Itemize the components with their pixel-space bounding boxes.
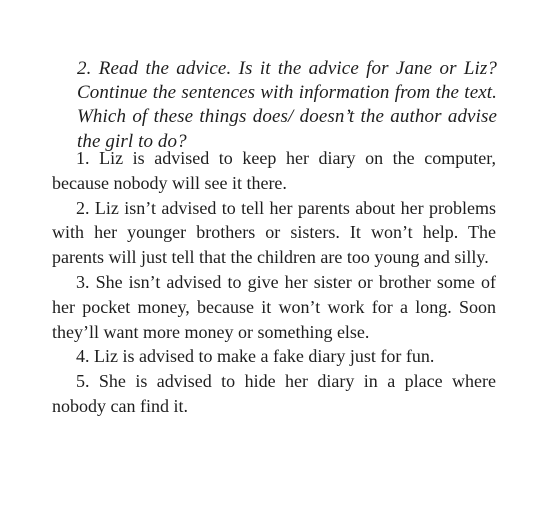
answer-item-4: 4. Liz is advised to make a fake diary just for fun. [76, 346, 435, 367]
exercise-instruction: 2. Read the advice. Is it the advice for Jane or Liz? Continue the sentences with information from the text. Which of these things does/ doesn’t the author advise the girl to do? [77, 58, 497, 152]
answer-item-2: 2. Liz isn’t advised to tell her parents about her problems with her younger brothers or sisters. It won’t help. The parents will just tell that the children are too young and silly. [52, 197, 496, 268]
answer-item-5: 5. She is advised to hide her diary in a place where nobody can find it. [52, 371, 496, 416]
answer-item-3: 3. She isn’t advised to give her sister or brother some of her pocket money, because it won’t work for a long. Soon they’ll want more money or something else. [52, 271, 496, 342]
answer-item-1: 1. Liz is advised to keep her diary on the computer, because nobody will see it there. [52, 148, 496, 193]
answer-list [52, 146, 496, 419]
